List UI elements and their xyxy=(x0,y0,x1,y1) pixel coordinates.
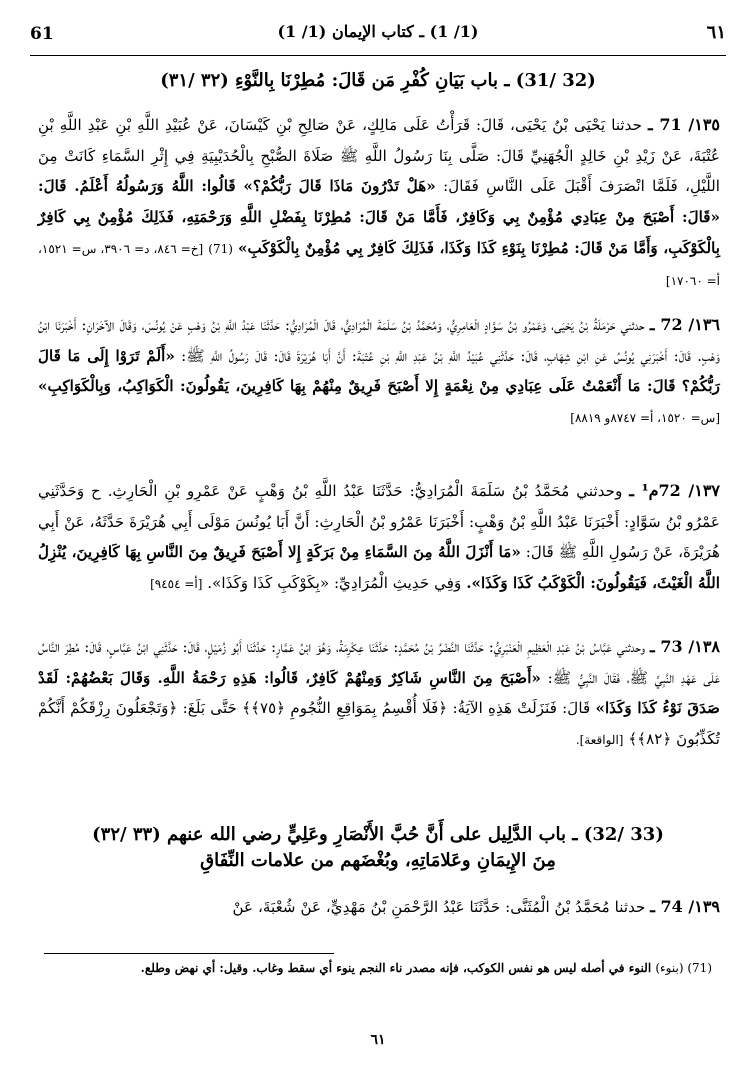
hadith-138 xyxy=(38,632,720,756)
hadith-139 xyxy=(38,892,720,923)
hadith-isnad: حدثنا مُحَمَّدُ بْنُ الْمُثَنَّى: حَدَّثَنَا عَبْدُ الرَّحْمَنِ بْنُ مَهْدِيٍّ، عَنْ شُعْبَةَ، عَنْ xyxy=(232,898,646,916)
hadith-matn: «أَلَمْ تَرَوْا إِلَى مَا قَالَ رَبُّكُمْ؟ قَالَ: مَا أَنْعَمْتُ عَلَى عِبَادِي مِنْ نِعْمَةٍ إِلا أَصْبَحَ فَرِيقٌ مِنْهُمْ بِهَا كَافِرِينَ، يَقُولُونَ: الْكَوَاكِبُ، وَبِالْكَوَاكِبِ» xyxy=(38,346,720,396)
footer-page-number: ٦١ xyxy=(370,1032,386,1048)
footnote-text: النوء في أصله ليس هو نفس الكوكب، فإنه مصدر ناء النجم ينوء أي سقط وغاب. وقيل: أي نهض وطلع. xyxy=(140,961,652,975)
hadith-isnad: وحدثني مُحَمَّدُ بْنُ سَلَمَةَ الْمُرَادِيُّ: حَدَّثَنَا عَبْدُ اللَّهِ بْنُ وَهْبٍ عَنْ عَمْرِو بْنِ الْحَارِثِ. ح وَحَدَّثَنِي عَمْرُو بْنُ سَوَّادٍ: أَخْبَرَنَا عَبْدُ اللَّهِ بْنُ وَهْبٍ: أَخْبَرَنَا عَمْرُو بْنُ الْحَارِثِ: أَنَّ أَبَا يُونُسَ مَوْلَى أَبِي هُرَيْرَةَ حَدَّثَهُ، عَنْ أَبِي هُرَيْرَةَ، عَنْ رَسُولِ اللَّهِ ﷺ قَالَ: xyxy=(38,482,720,562)
cross-references: [خ= ٨٤٦، د= ٣٩٠٦، س= ١٥٢١، أ= ١٧٠٦٠] xyxy=(38,241,720,288)
hadith-matn: «مَا أَنْزَلَ اللَّهُ مِنَ السَّمَاءِ مِنْ بَرَكَةٍ إِلا أَصْبَحَ فَرِيقٌ مِنَ النَّاسِ بِهَا كَافِرِينَ، يُنْزِلُ اللَّهُ الْغَيْثَ، فَيَقُولُونَ: الْكَوْكَبُ كَذَا وَكَذَا». xyxy=(38,543,720,593)
chapter-heading-31: (32 /31) ـ باب بَيَانِ كُفْرِ مَن قَالَ: مُطِرْنَا بِالنَّوْءِ (٣٢ /٣١) xyxy=(160,70,596,91)
chapter-heading-32 xyxy=(40,822,716,874)
cross-references: [س= ١٥٢٠، أ= ٨٧٤٧و ٨٨١٩] xyxy=(570,411,720,426)
chapter-heading-line1: (33 /32) ـ باب الدَّلِيل على أَنَّ حُبَّ الأَنْصَارِ وعَلِيٍّ رضي الله عنهم (٣٣ /٣٢) xyxy=(92,824,664,845)
hadith-matn: «هَلْ تَدْرُونَ مَاذَا قَالَ رَبُّكُمْ؟» قَالُوا: اللَّهُ وَرَسُولُهُ أَعْلَمُ. قَالَ: «قَالَ: أَصْبَحَ مِنْ عِبَادِي مُؤْمِنٌ بِي وَكَافِرٌ، فَأَمَّا مَنْ قَالَ: مُطِرْنَا بِفَضْلِ اللَّهِ وَرَحْمَتِهِ، فَذَلِكَ مُؤْمِنٌ بِي كَافِرٌ بِالْكَوْكَبِ، وَأَمَّا مَنْ قَالَ: مُطِرْنَا بِنَوْءِ كَذَا وَكَذَا، فَذَلِكَ كَافِرٌ بِي مُؤْمِنٌ بِالْكَوْكَبِ» xyxy=(38,177,721,257)
hadith-isnad: وحدثني عَبَّاسُ بْنُ عَبْدِ الْعَظِيمِ الْعَنْبَرِيُّ: حَدَّثَنَا النَّضْرُ بْنُ مُحَمَّدٍ: حَدَّثَنَا عِكْرِمَةُ، وَهُوَ ابْنُ عَمَّارٍ: حَدَّثَنَا أَبُو زُمَيْلٍ، قَالَ: حَدَّثَنِي ابْنُ عَبَّاسٍ، قَالَ: مُطِرَ النَّاسُ عَلَى عَهْدِ النَّبِيِّ ﷺ، فَقَالَ النَّبِيُّ ﷺ: xyxy=(38,638,721,687)
footnote-number: (71) (بنوء) xyxy=(655,961,712,975)
footnote xyxy=(44,958,712,978)
hadith-136 xyxy=(38,310,720,434)
cross-references: [أ= ٩٤٥٤] xyxy=(150,577,203,592)
hadith-isnad: حدثني حَرْمَلَةُ بْنُ يَحْيَى، وَعَمْرُو بْنُ سَوَّادٍ الْعَامِرِيُّ، وَمُحَمَّدُ بْنُ سَلَمَةَ الْمُرَادِيُّ، قَالَ الْمُرَادِيُّ: حَدَّثَنَا عَبْدُ اللَّهِ بْنُ وَهْبٍ عَنْ يُونُسَ، وَقَالَ الآخَرَانِ: أَخْبَرَنَا ابْنُ وَهْبٍ. قَالَ: أَخْبَرَنِي يُونُسُ عَنِ ابْنِ شِهَابٍ، قَالَ: حَدَّثَنِي عُبَيْدُ اللَّهِ بْنُ عَبْدِ اللَّهِ بْنِ عُتْبَةَ: أَنَّ أَبَا هُرَيْرَةَ قَالَ: قَالَ رَسُولُ اللَّهِ ﷺ: xyxy=(38,316,721,365)
footnote-marker: (71) xyxy=(208,241,233,256)
hadith-number: ١٣٩/ 74 ـ xyxy=(650,897,720,916)
hadith-number: ١٣٨/ 73 ـ xyxy=(650,637,720,656)
page-number-latin: 61 xyxy=(30,24,54,44)
cross-references: [الواقعة]. xyxy=(575,733,624,748)
hadith-matn: «أَصْبَحَ مِنَ النَّاسِ شَاكِرٌ وَمِنْهُمْ كَافِرٌ، قَالُوا: هَذِهِ رَحْمَةُ اللَّهِ. وَقَالَ بَعْضُهُمْ: لَقَدْ صَدَقَ نَوْءُ كَذَا وَكَذَا» xyxy=(38,668,721,718)
quran-citation: قَالَ: فَنَزَلَتْ هَذِهِ الآيَةُ: ﴿فَلَا أُقْسِمُ بِمَوَاقِعِ النُّجُومِ ﴿٧٥﴾﴾ حَتَّى بَلَغَ: ﴿وَتَجْعَلُونَ رِزْقَكُمْ أَنَّكُمْ تُكَذِّبُونَ ﴿٨٢﴾﴾ xyxy=(38,699,720,749)
hadith-number: ١٣٦/ 72 ـ xyxy=(649,315,721,334)
running-title: (1/ 1) ـ كتاب الإيمان (1/ 1) xyxy=(277,22,479,41)
hadith-variant: وَفِي حَدِيثِ الْمُرَادِيِّ: «بِكَوْكَبِ كَذَا وَكَذَا». xyxy=(207,574,462,593)
header-rule xyxy=(30,55,726,56)
hadith-137 xyxy=(38,476,720,600)
footnote-rule xyxy=(44,953,334,954)
hadith-number: ١٣٥/ 71 ـ xyxy=(647,115,720,134)
chapter-heading-line2: مِنَ الإِيمَانِ وعَلامَاتِهِ، وبُغْضَهم من علامات النِّفَاقِ xyxy=(200,850,556,871)
hadith-number: ١٣٧/ 72م¹ ـ xyxy=(629,481,720,500)
page-number-arabic: ٦١ xyxy=(706,22,726,43)
running-header xyxy=(30,10,726,50)
hadith-135 xyxy=(38,110,720,296)
hadith-isnad: حدثنا يَحْيَى بْنُ يَحْيَى، قَالَ: قَرَأْتُ عَلَى مَالِكٍ، عَنْ صَالِحِ بْنِ كَيْسَانَ، عَنْ عُبَيْدِ اللَّهِ بْنِ عَبْدِ اللَّهِ بْنِ عُتْبَةَ، عَنْ زَيْدِ بْنِ خَالِدٍ الْجُهَنِيِّ قَالَ: صَلَّى بِنَا رَسُولُ اللَّهِ ﷺ صَلَاةَ الصُّبْحِ بِالْحُدَيْبِيَةِ فِي إِثْرِ السَّمَاءِ كَانَتْ مِنَ اللَّيْلِ، فَلَمَّا انْصَرَفَ أَقْبَلَ عَلَى النَّاسِ فَقَالَ: xyxy=(38,116,720,196)
